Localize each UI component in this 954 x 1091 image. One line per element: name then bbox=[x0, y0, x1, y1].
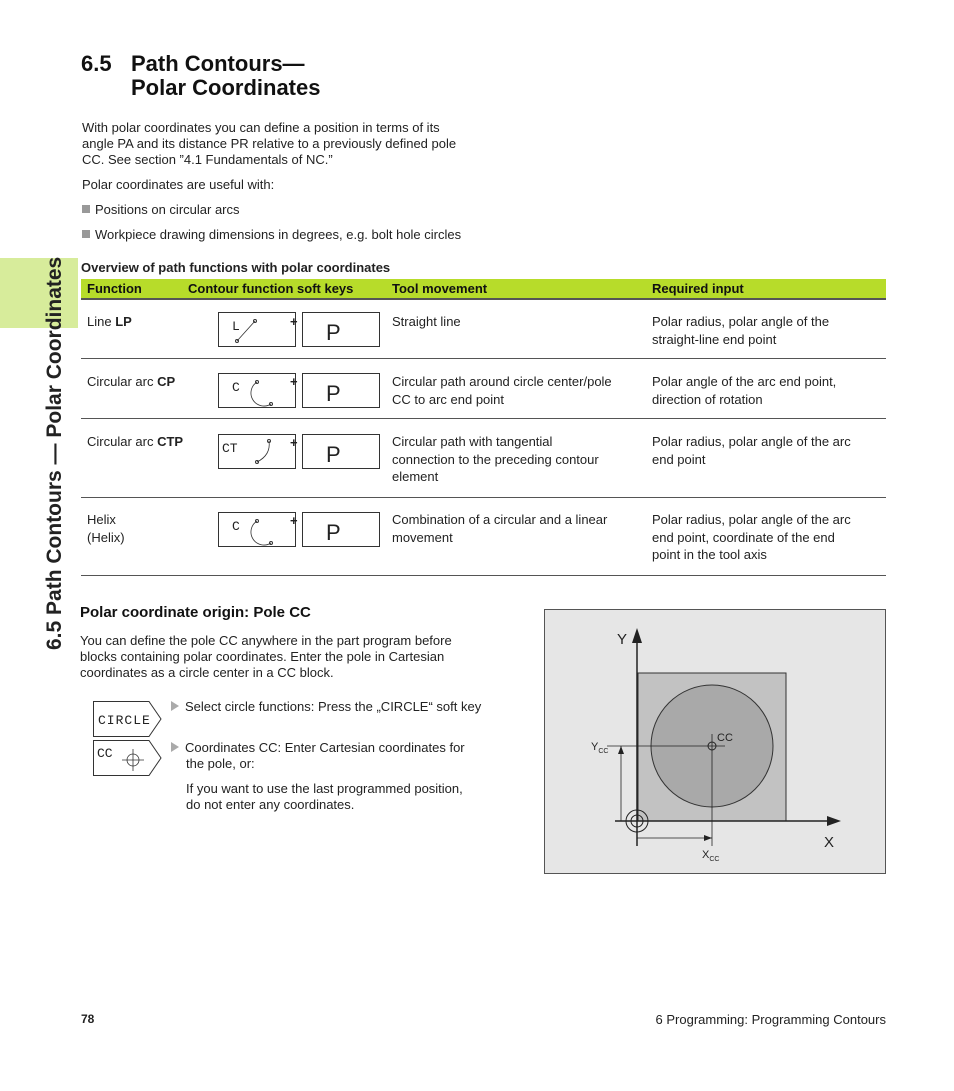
p-softkey[interactable] bbox=[302, 373, 380, 408]
pole-diagram bbox=[544, 609, 886, 874]
plus-sign: + bbox=[290, 435, 298, 450]
svg-text:P: P bbox=[326, 520, 341, 545]
intro-useful: Polar coordinates are useful with: bbox=[82, 177, 275, 192]
p-softkey[interactable] bbox=[302, 434, 380, 469]
svg-text:P: P bbox=[326, 442, 341, 467]
column-header: Tool movement bbox=[392, 281, 488, 296]
section-heading: Polar coordinate origin: Pole CC bbox=[80, 604, 311, 621]
x-axis-label: X bbox=[824, 834, 835, 851]
column-header: Contour function soft keys bbox=[188, 281, 354, 296]
svg-text:C: C bbox=[232, 519, 240, 534]
table-row-function: Line LP bbox=[87, 314, 132, 329]
page-title: 6.5 Path Contours— Polar Coordinates bbox=[81, 51, 321, 100]
circle-softkey[interactable] bbox=[93, 701, 163, 742]
bullet-item: Positions on circular arcs bbox=[82, 202, 240, 217]
input-cell: Polar radius, polar angle of the straight-line end point bbox=[652, 314, 830, 347]
plus-sign: + bbox=[290, 513, 298, 528]
svg-text:C: C bbox=[232, 380, 240, 395]
svg-text:L: L bbox=[232, 319, 240, 334]
table-row-function: Circular arc CP bbox=[87, 374, 176, 389]
p-softkey[interactable] bbox=[302, 512, 380, 547]
chapter-footer: 6 Programming: Programming Contours bbox=[655, 1012, 886, 1027]
input-cell: Polar angle of the arc end point, direction of rotation bbox=[652, 374, 837, 407]
table-title: Overview of path functions with polar coordinates bbox=[81, 260, 391, 275]
helix-softkey[interactable] bbox=[218, 512, 296, 547]
plus-sign: + bbox=[290, 314, 298, 329]
cc-label: CC bbox=[717, 732, 733, 744]
step-last-position: If you want to use the last programmed position, do not enter any coordinates. bbox=[186, 781, 463, 812]
input-cell: Polar radius, polar angle of the arc end point bbox=[652, 434, 851, 467]
plus-sign: + bbox=[290, 374, 298, 389]
sidebar-title: 6.5 Path Contours — Polar Coordinates bbox=[43, 256, 66, 650]
table-row-function: Helix (Helix) bbox=[87, 512, 125, 545]
bullet-item: Workpiece drawing dimensions in degrees, e.g. bolt hole circles bbox=[82, 227, 461, 242]
pole-paragraph: You can define the pole CC anywhere in the part program before blocks containing polar coordinates. Enter the pole in Cartesian coordinates as a circle center in a CC block. bbox=[80, 633, 452, 680]
row-divider bbox=[81, 358, 886, 359]
y-axis-label: Y bbox=[617, 631, 628, 648]
ctp-softkey[interactable] bbox=[218, 434, 296, 469]
step-coordinates: Coordinates CC: Enter Cartesian coordinates for the pole, or: bbox=[171, 740, 465, 772]
column-header: Function bbox=[87, 281, 142, 296]
movement-cell: Circular path around circle center/pole CC to arc end point bbox=[392, 374, 612, 407]
intro-paragraph: With polar coordinates you can define a position in terms of its angle PA and its distance PR relative to a previously defined pole CC. See section ”4.1 Fundamentals of NC.” bbox=[82, 120, 457, 167]
xcc-label: $X_{CC}$ bbox=[702, 849, 720, 863]
input-cell: Polar radius, polar angle of the arc end point, coordinate of the end point in the tool axis bbox=[652, 512, 851, 562]
movement-cell: Circular path with tangential connection to the preceding contour element bbox=[392, 434, 599, 484]
row-divider bbox=[81, 575, 886, 576]
step-select-circle: Select circle functions: Press the „CIRCLE“ soft key bbox=[171, 699, 481, 715]
svg-text:P: P bbox=[326, 320, 341, 345]
row-divider bbox=[81, 418, 886, 419]
column-header: Required input bbox=[652, 281, 744, 296]
svg-text:CC: CC bbox=[97, 746, 113, 761]
svg-text:P: P bbox=[326, 381, 341, 406]
table-header bbox=[81, 279, 886, 300]
movement-cell: Straight line bbox=[392, 314, 461, 329]
cc-softkey[interactable] bbox=[93, 740, 163, 781]
cp-softkey[interactable] bbox=[218, 373, 296, 408]
ycc-label: $Y_{CC}$ bbox=[591, 741, 609, 755]
svg-text:CIRCLE: CIRCLE bbox=[98, 713, 151, 728]
page-number: 78 bbox=[81, 1012, 95, 1026]
table-row-function: Circular arc CTP bbox=[87, 434, 184, 449]
svg-text:CT: CT bbox=[222, 441, 238, 456]
p-softkey[interactable] bbox=[302, 312, 380, 347]
lp-softkey[interactable] bbox=[218, 312, 296, 347]
movement-cell: Combination of a circular and a linear movement bbox=[392, 512, 608, 545]
row-divider bbox=[81, 497, 886, 498]
